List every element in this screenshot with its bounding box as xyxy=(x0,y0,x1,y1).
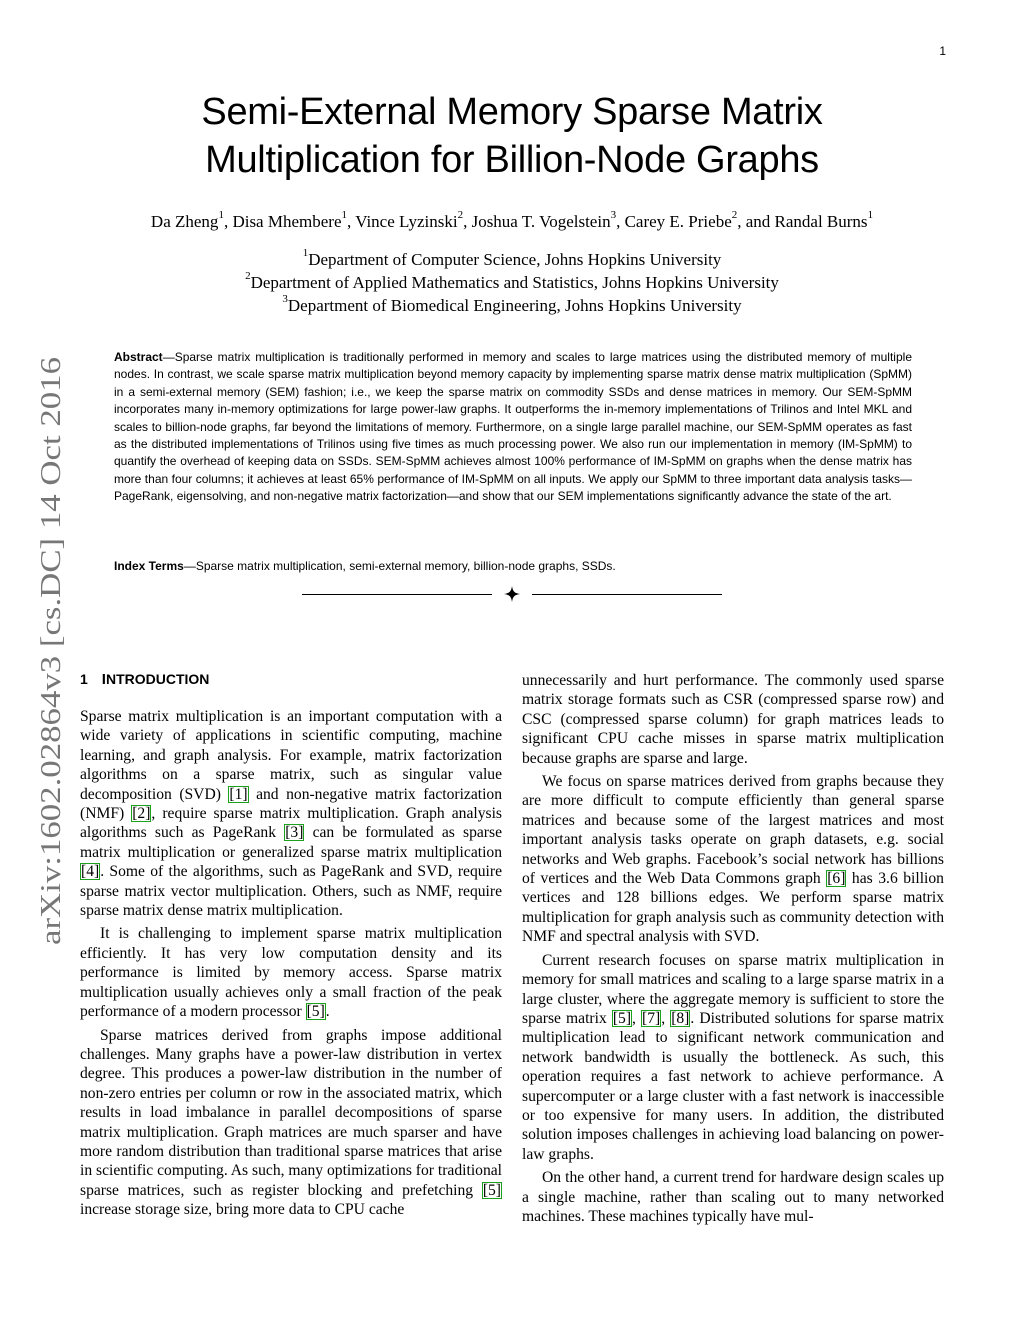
paragraph xyxy=(80,1026,502,1220)
author-separator: , xyxy=(223,212,233,231)
paper-title xyxy=(0,88,1024,184)
citation-link[interactable]: [1] xyxy=(229,785,248,803)
citation-link[interactable]: [7] xyxy=(642,1009,661,1027)
text-run: Sparse matrix multiplication is an important computation with a wide variety of applications in scientific computing, machine learning, and graph analysis. For example, matrix factorization algorithms on a sparse matrix, such as singular value decomposition (SVD) xyxy=(80,708,502,803)
citation-link[interactable]: [4] xyxy=(81,863,100,881)
section-number: 1 xyxy=(80,671,88,687)
author-affil-mark: 2 xyxy=(731,209,738,222)
affiliation-list xyxy=(0,248,1024,317)
author-separator: , xyxy=(616,212,625,231)
section-title-rest: NTRODUCTION xyxy=(105,671,210,687)
citation-link[interactable]: [2] xyxy=(132,805,151,823)
affiliation-mark: 2 xyxy=(245,270,251,283)
text-run: It is challenging to implement sparse matrix multiplication efficiently. It has very low computation density and its performance is limited by memory access. Sparse matrix multiplication usually achieves only a small fraction of the peak performance of a modern processor xyxy=(80,925,502,1021)
author xyxy=(624,209,775,231)
paragraph xyxy=(80,924,502,1021)
affiliation-mark: 1 xyxy=(302,247,309,260)
right-column xyxy=(522,671,944,1226)
citation-link[interactable]: [8] xyxy=(671,1009,690,1027)
text-run: . xyxy=(325,1003,330,1021)
affiliation-text: Department of Computer Science, Johns Hopkins University xyxy=(308,250,722,269)
arxiv-stamp xyxy=(30,355,70,945)
divider-rule-left xyxy=(302,594,492,595)
abstract-label: Abstract xyxy=(114,350,163,364)
author-separator: , xyxy=(463,212,472,231)
arxiv-stamp-text: arXiv:1602.02864v3 [cs.DC] 14 Oct 2016 xyxy=(35,455,67,945)
text-run: We focus on sparse matrices derived from graphs because they are more difficult to compute efficiently than general sparse matrices and because some of the largest matrices and most important analysis tasks operate on graph datasets, e.g. social networks and Web graphs. Facebook’s social network has billions of vertices and the Web Data Commons graph xyxy=(522,773,944,888)
author-separator: , and xyxy=(737,212,775,231)
text-run: increase storage size, bring more data to CPU cache xyxy=(80,1201,405,1219)
text-run: and non-negative matrix factorization (NMF) xyxy=(80,785,502,823)
author xyxy=(774,209,874,231)
affiliation xyxy=(0,294,1024,317)
author-name: Randal Burns xyxy=(774,212,868,231)
author xyxy=(471,209,625,231)
author-affil-mark: 2 xyxy=(457,209,464,222)
citation-link[interactable]: [6] xyxy=(827,870,846,888)
page-number: 1 xyxy=(939,44,946,58)
author xyxy=(232,209,356,231)
affiliation-text: Department of Biomedical Engineering, Johns Hopkins University xyxy=(287,296,742,315)
index-terms xyxy=(114,558,912,575)
text-run: , require sparse matrix multiplication. Graph analysis algorithms such as PageRank xyxy=(80,805,502,842)
star-ornament-icon xyxy=(502,584,522,604)
citation-link[interactable]: [5] xyxy=(482,1181,501,1199)
section-initial: I xyxy=(101,671,106,688)
affiliation xyxy=(0,248,1024,271)
author-name: Vince Lyzinski xyxy=(355,212,458,231)
citation-link[interactable]: [5] xyxy=(612,1009,632,1027)
text-run: . Some of the algorithms, such as PageRank and SVD, require sparse matrix vector multiplication. Others, such as NMF, require sparse matrix dense matrix multiplication. xyxy=(80,863,502,920)
paragraph: unnecessarily and hurt performance. The commonly used sparse matrix storage formats such as CSR (compressed sparse row) and CSC (compressed sparse column) for graph matrices leads to significant CPU cache misses in sparse matrix multiplication because graphs are sparse and large. xyxy=(522,672,944,767)
author xyxy=(355,209,472,231)
abstract-text: —Sparse matrix multiplication is traditionally performed in memory and scales to large matrices using the distributed memory of multiple nodes. In contrast, we scale sparse matrix multiplication beyond memory capacity by implementing sparse matrix dense matrix multiplication (SpMM) in a semi-external memory (SEM) fashion; i.e., we keep the sparse matrix on commodity SSDs and dense matrices in memory. Our SEM-SpMM incorporates many in-memory optimizations for large power-law graphs. It outperforms the in-memory implementations of Trilinos and Intel MKL and scales to billion-node graphs, far beyond the limitations of memory. Furthermore, on a single large parallel machine, our SEM-SpMM operates as fast as the distributed implementations of Trilinos using five times as much processing power. We also run our implementation in memory (IM-SpMM) to quantify the overhead of keeping data on SSDs. SEM-SpMM achieves almost 100% performance of IM-SpMM on graphs when the dense matrix has more than four columns; it achieves at least 65% performance of IM-SpMM on all inputs. We apply our SpMM to three important data analysis tasks—PageRank, eigensolving, and non-negative matrix factorization—and show that our SEM implementations significantly advance the state of the art. xyxy=(114,350,912,504)
author-name: Carey E. Priebe xyxy=(624,212,732,231)
text-run: , xyxy=(632,1009,642,1027)
paragraph xyxy=(80,707,502,920)
index-terms-label: Index Terms xyxy=(114,559,184,573)
left-column xyxy=(80,670,502,1220)
paragraph xyxy=(522,772,944,947)
divider-rule-right xyxy=(532,594,722,595)
author-separator: , xyxy=(347,212,356,231)
text-run: Sparse matrices derived from graphs impose additional challenges. Many graphs have a power-law distribution in vertex degree. This produces a power-law distribution in the number of non-zero entries per column or row in the associated matrix, which results in load imbalance in parallel decompositions of sparse matrix multiplication. Graph matrices are much sparser and have more random distribution than traditional sparse matrices that arise in scientific computing. As such, many optimizations for traditional sparse matrices, such as register blocking and prefetching xyxy=(80,1026,502,1199)
author-name: Joshua T. Vogelstein xyxy=(471,212,611,231)
text-run: Current research focuses on sparse matrix multiplication in memory for small matrices and scaling to a large sparse matrix in a large cluster, where the aggregate memory is sufficient to store the sparse matrix xyxy=(522,951,944,1027)
author-affil-mark: 3 xyxy=(610,209,617,222)
paragraph xyxy=(522,951,944,1164)
affiliation xyxy=(0,271,1024,294)
text-run: has 3.6 billion vertices and 128 billions edges. We perform sparse matrix multiplication for graph analysis such as community detection with NMF and spectral analysis with SVD. xyxy=(522,870,944,946)
author-affil-mark: 1 xyxy=(341,209,347,222)
text-run: can be formulated as sparse matrix multiplication or generalized sparse matrix multiplication xyxy=(80,824,502,861)
author-name: Disa Mhembere xyxy=(232,212,342,231)
title-line-2: Multiplication for Billion-Node Graphs xyxy=(205,139,819,181)
title-line-1: Semi-External Memory Sparse Matrix xyxy=(201,91,823,133)
section-heading xyxy=(80,670,502,689)
citation-link[interactable]: [3] xyxy=(285,824,304,842)
text-run: , xyxy=(661,1009,671,1027)
author xyxy=(150,209,233,231)
paragraph: On the other hand, a current trend for hardware design scales up a single machine, rather than scaling out to many networked machines. These machines typically have mul- xyxy=(522,1169,944,1225)
abstract xyxy=(114,349,912,506)
author-affil-mark: 1 xyxy=(218,209,224,222)
affiliation-mark: 3 xyxy=(282,293,288,306)
author-list xyxy=(0,210,1024,234)
index-terms-text: —Sparse matrix multiplication, semi-external memory, billion-node graphs, SSDs. xyxy=(183,559,616,573)
affiliation-text: Department of Applied Mathematics and Statistics, Johns Hopkins University xyxy=(250,273,779,292)
citation-link[interactable]: [5] xyxy=(306,1003,325,1021)
author-name: Da Zheng xyxy=(150,212,219,231)
text-run: . Distributed solutions for sparse matrix multiplication lead to significant network communication and network bandwidth is usually the bottleneck. As such, this operation requires a fast network to achieve performance. A supercomputer or a large cluster with a fast network is inaccessible or too expensive for many users. In addition, the distributed solution imposes challenges in achieving load balancing on power-law graphs. xyxy=(522,1009,945,1163)
author-affil-mark: 1 xyxy=(867,209,874,222)
